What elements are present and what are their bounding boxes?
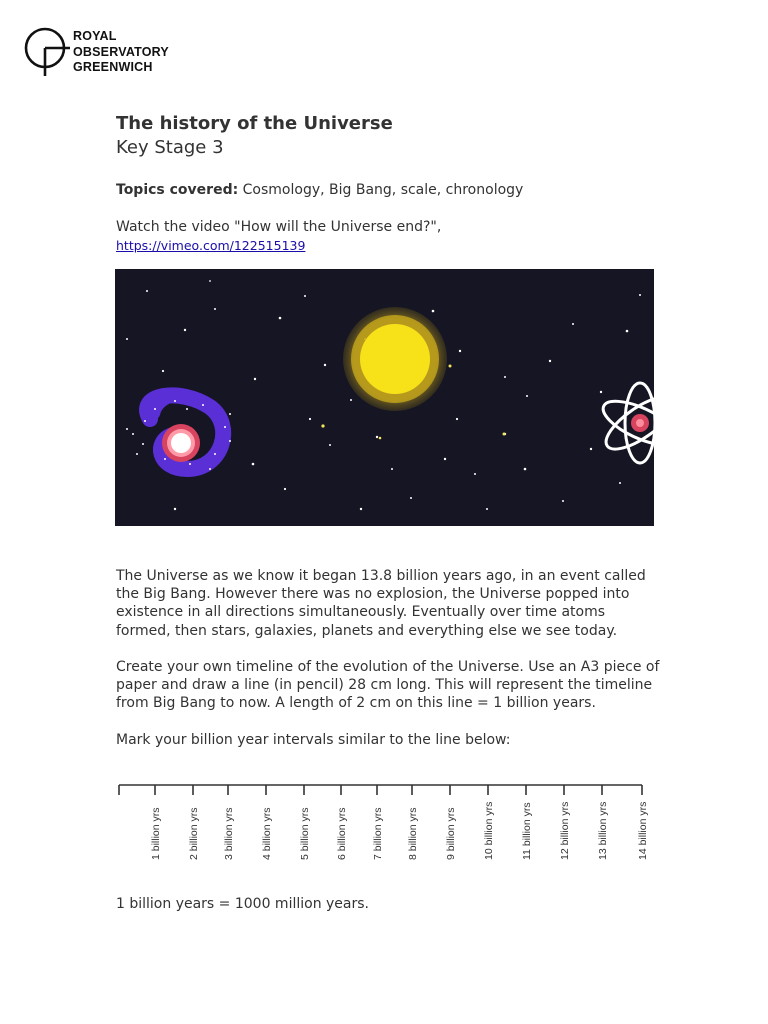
timeline-label: 4 billion yrs [261, 807, 273, 860]
timeline-svg [112, 778, 652, 868]
space-scene [115, 269, 654, 526]
topics-label: Topics covered: [116, 182, 239, 198]
task-paragraph: Create your own timeline of the evolution of the Universe. Use an A3 piece of paper and draw a line (in pencil) 28 cm long. This will represent the timeline from Big Bang to now. A length of 2 cm on this line = 1 billion years. [116, 659, 660, 712]
timeline-label: 2 billion yrs [188, 807, 200, 860]
video-prompt: Watch the video "How will the Universe end?", [116, 219, 442, 235]
topics-line [116, 182, 523, 198]
logo-line-1: ROYAL [73, 29, 117, 43]
intro-paragraph: The Universe as we know it began 13.8 billion years ago, in an event called the Big Bang. However there was no explosion, the Universe popped into existence in all directions simultaneously. Eventually over time atoms formed, then stars, galaxies, planets and everything else we see today. [116, 568, 646, 639]
timeline-diagram [112, 778, 652, 868]
timeline-label: 12 billion yrs [559, 801, 571, 860]
page-subtitle: Key Stage 3 [116, 137, 224, 158]
timeline-label: 13 billion yrs [597, 801, 609, 860]
rog-logo [24, 27, 184, 79]
sun-icon [343, 307, 447, 411]
timeline-label: 10 billion yrs [483, 801, 495, 860]
timeline-label: 5 billion yrs [299, 807, 311, 860]
mark-instruction: Mark your billion year intervals similar to the line below: [116, 732, 511, 748]
timeline-label: 7 billion yrs [372, 807, 384, 860]
timeline-label: 8 billion yrs [407, 807, 419, 860]
video-link[interactable]: https://vimeo.com/122515139 [116, 238, 306, 253]
timeline-label: 1 billion yrs [150, 807, 162, 860]
timeline-label: 11 billion yrs [521, 802, 533, 860]
logo-line-3: GREENWICH [73, 60, 153, 74]
timeline-label: 14 billion yrs [637, 801, 649, 860]
footnote: 1 billion years = 1000 million years. [116, 896, 369, 912]
logo-line-2: OBSERVATORY [73, 44, 169, 59]
rog-logo-mark [24, 27, 72, 77]
timeline-label: 3 billion yrs [223, 807, 235, 860]
topics-value: Cosmology, Big Bang, scale, chronology [238, 182, 524, 198]
timeline-label: 6 billion yrs [336, 807, 348, 860]
timeline-label: 9 billion yrs [445, 807, 457, 860]
page-title: The history of the Universe [116, 113, 393, 134]
logo-wordmark [73, 29, 169, 76]
universe-illustration [115, 269, 654, 526]
